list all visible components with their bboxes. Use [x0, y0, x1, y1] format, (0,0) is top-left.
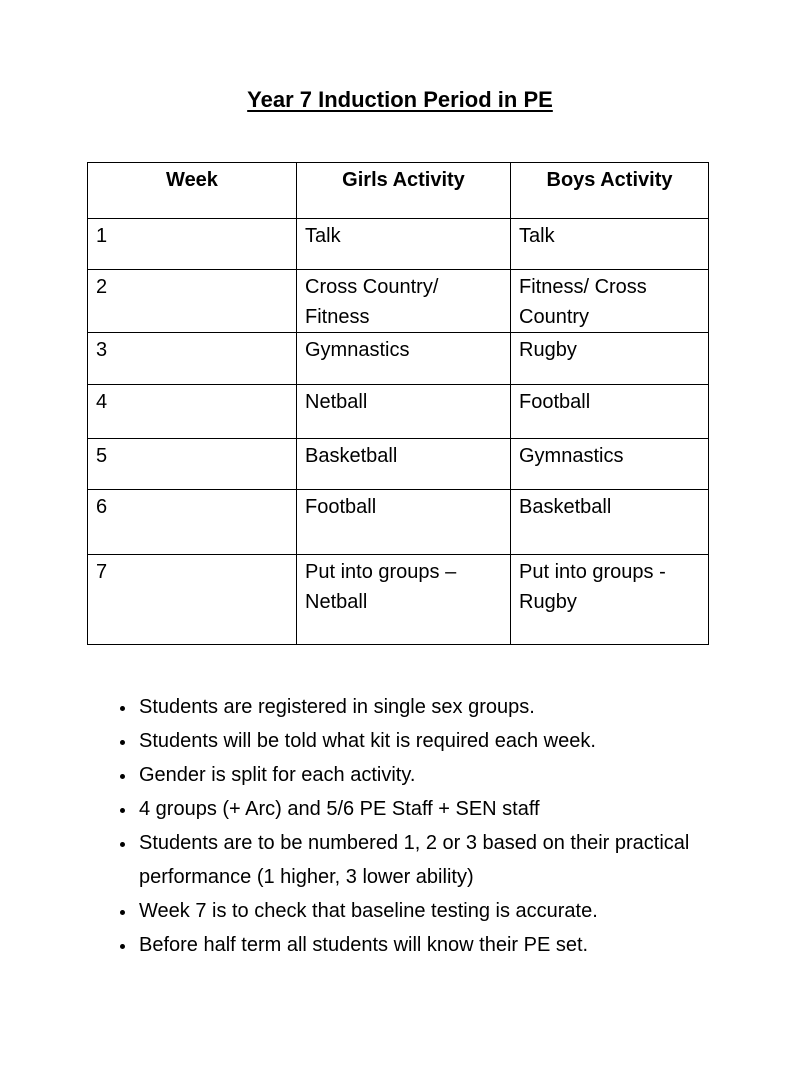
document-title	[0, 87, 800, 113]
week-cell: 3	[88, 333, 297, 385]
header-boys-activity: Boys Activity	[511, 163, 709, 219]
boys-activity-cell: Fitness/ Cross Country	[511, 270, 709, 333]
induction-schedule-table	[87, 162, 709, 645]
boys-activity-cell: Rugby	[511, 333, 709, 385]
table-row	[88, 490, 709, 555]
list-item: • Students are to be numbered 1, 2 or 3 based on their practical performance (1 higher, 3 lower ability)	[137, 826, 757, 894]
boys-activity-cell: Put into groups - Rugby	[511, 555, 709, 645]
boys-activity-cell: Gymnastics	[511, 439, 709, 490]
list-item: • Before half term all students will know their PE set.	[137, 928, 757, 962]
week-cell: 2	[88, 270, 297, 333]
girls-activity-cell: Cross Country/ Fitness	[297, 270, 511, 333]
week-cell: 7	[88, 555, 297, 645]
list-item: • Week 7 is to check that baseline testing is accurate.	[137, 894, 757, 928]
girls-activity-cell: Talk	[297, 219, 511, 270]
notes-list	[105, 690, 757, 962]
list-item: • Gender is split for each activity.	[137, 758, 757, 792]
week-cell: 6	[88, 490, 297, 555]
week-cell: 1	[88, 219, 297, 270]
table-row	[88, 385, 709, 439]
boys-activity-cell: Basketball	[511, 490, 709, 555]
week-cell: 5	[88, 439, 297, 490]
table-row	[88, 333, 709, 385]
girls-activity-cell: Football	[297, 490, 511, 555]
list-item: • 4 groups (+ Arc) and 5/6 PE Staff + SEN staff	[137, 792, 757, 826]
header-girls-activity: Girls Activity	[297, 163, 511, 219]
girls-activity-cell: Gymnastics	[297, 333, 511, 385]
header-week: Week	[88, 163, 297, 219]
list-item: • Students will be told what kit is required each week.	[137, 724, 757, 758]
table-row	[88, 439, 709, 490]
table-row	[88, 270, 709, 333]
list-item: • Students are registered in single sex groups.	[137, 690, 757, 724]
boys-activity-cell: Talk	[511, 219, 709, 270]
table-row	[88, 219, 709, 270]
girls-activity-cell: Netball	[297, 385, 511, 439]
boys-activity-cell: Football	[511, 385, 709, 439]
girls-activity-cell: Put into groups – Netball	[297, 555, 511, 645]
girls-activity-cell: Basketball	[297, 439, 511, 490]
week-cell: 4	[88, 385, 297, 439]
table-header-row	[88, 163, 709, 219]
table-row	[88, 555, 709, 645]
document-title-text: Year 7 Induction Period in PE	[247, 87, 553, 112]
